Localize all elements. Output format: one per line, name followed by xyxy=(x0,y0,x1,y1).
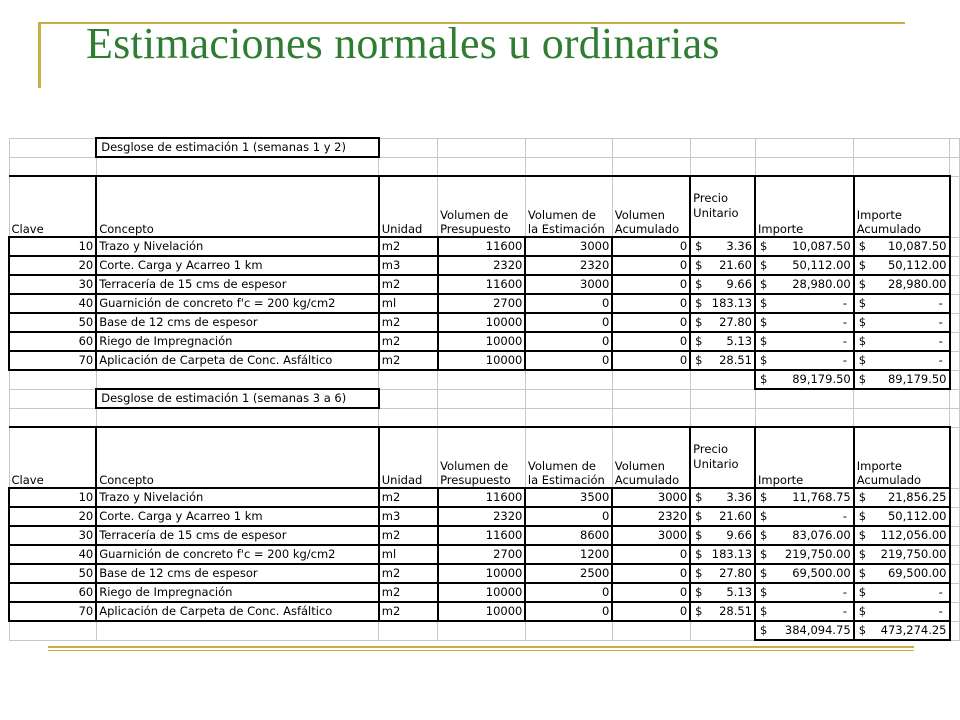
empty-cell xyxy=(950,507,960,526)
cell-unidad: m2 xyxy=(379,237,438,256)
table-row xyxy=(9,583,960,602)
header-row xyxy=(9,176,960,237)
header-precio: Precio Unitario xyxy=(690,176,755,237)
cell-importe-acumulado: $ 10,087.50 xyxy=(854,237,950,256)
accent-bottom-line xyxy=(48,646,914,648)
empty-cell xyxy=(9,138,96,157)
table-row xyxy=(9,526,960,545)
spacer-row xyxy=(9,408,960,427)
empty-cell xyxy=(950,138,960,157)
table-row xyxy=(9,237,960,256)
cell-precio: $ 3.36 xyxy=(690,488,755,507)
cell-vol-acumulado: 0 xyxy=(612,275,690,294)
empty-cell xyxy=(755,138,854,157)
table-row xyxy=(9,275,960,294)
cell-vol-presupuesto: 11600 xyxy=(438,275,526,294)
cell-importe-acumulado: $ - xyxy=(854,313,950,332)
empty-cell xyxy=(525,370,612,389)
table-row xyxy=(9,602,960,621)
cell-importe: $ - xyxy=(755,351,854,370)
empty-cell xyxy=(9,389,96,408)
empty-cell xyxy=(690,157,755,176)
cell-importe: $ 219,750.00 xyxy=(755,545,854,564)
table-caption: Desglose de estimación 1 (semanas 1 y 2) xyxy=(96,138,379,157)
cell-vol-presupuesto: 2320 xyxy=(438,507,526,526)
cell-importe-acumulado: $ 219,750.00 xyxy=(854,545,950,564)
cell-importe: $ - xyxy=(755,602,854,621)
empty-cell xyxy=(9,157,96,176)
cell-unidad: ml xyxy=(379,294,438,313)
cell-concepto: Corte. Carga y Acarreo 1 km xyxy=(96,256,379,275)
empty-cell xyxy=(950,408,960,427)
cell-unidad: m3 xyxy=(379,507,438,526)
empty-cell xyxy=(950,370,960,389)
cell-vol-estimacion: 0 xyxy=(525,507,612,526)
cell-vol-acumulado: 0 xyxy=(612,351,690,370)
cell-clave: 40 xyxy=(9,294,96,313)
cell-vol-presupuesto: 10000 xyxy=(438,332,526,351)
empty-cell xyxy=(379,370,438,389)
cell-importe: $ 10,087.50 xyxy=(755,237,854,256)
cell-vol-estimacion: 2500 xyxy=(525,564,612,583)
cell-vol-presupuesto: 10000 xyxy=(438,351,526,370)
empty-cell xyxy=(9,370,96,389)
cell-vol-estimacion: 0 xyxy=(525,583,612,602)
cell-clave: 70 xyxy=(9,351,96,370)
empty-cell xyxy=(950,427,960,488)
cell-importe: $ - xyxy=(755,583,854,602)
cell-precio: $ 5.13 xyxy=(690,583,755,602)
empty-cell xyxy=(950,275,960,294)
header-vol-presupuesto: Volumen de Presupuesto xyxy=(438,176,526,237)
empty-cell xyxy=(438,408,526,427)
cell-precio: $ 27.80 xyxy=(690,564,755,583)
cell-vol-acumulado: 0 xyxy=(612,237,690,256)
cell-vol-presupuesto: 2320 xyxy=(438,256,526,275)
cell-clave: 10 xyxy=(9,488,96,507)
cell-vol-presupuesto: 10000 xyxy=(438,583,526,602)
table-row xyxy=(9,332,960,351)
empty-cell xyxy=(525,157,612,176)
table-row xyxy=(9,488,960,507)
empty-cell xyxy=(690,370,755,389)
empty-cell xyxy=(96,370,379,389)
cell-precio: $ 9.66 xyxy=(690,275,755,294)
cell-vol-estimacion: 3000 xyxy=(525,275,612,294)
empty-cell xyxy=(854,157,950,176)
cell-importe: $ - xyxy=(755,313,854,332)
cell-vol-acumulado: 0 xyxy=(612,332,690,351)
table-row xyxy=(9,351,960,370)
cell-concepto: Guarnición de concreto f'c = 200 kg/cm2 xyxy=(96,294,379,313)
cell-importe-acumulado: $ 112,056.00 xyxy=(854,526,950,545)
table-caption: Desglose de estimación 1 (semanas 3 a 6) xyxy=(96,389,379,408)
cell-importe-acumulado: $ 69,500.00 xyxy=(854,564,950,583)
empty-cell xyxy=(612,157,690,176)
caption-row xyxy=(9,138,960,157)
empty-cell xyxy=(379,138,438,157)
header-vol-estimacion: Volumen de la Estimación xyxy=(525,176,612,237)
cell-importe-acumulado: $ 21,856.25 xyxy=(854,488,950,507)
cell-concepto: Base de 12 cms de espesor xyxy=(96,313,379,332)
empty-cell xyxy=(950,313,960,332)
empty-cell xyxy=(379,408,438,427)
cell-importe: $ - xyxy=(755,332,854,351)
empty-cell xyxy=(950,621,960,640)
cell-concepto: Aplicación de Carpeta de Conc. Asfáltico xyxy=(96,602,379,621)
total-importe: $ 384,094.75 xyxy=(755,621,854,640)
cell-vol-acumulado: 0 xyxy=(612,256,690,275)
total-importe-acumulado: $ 89,179.50 xyxy=(854,370,950,389)
cell-vol-acumulado: 0 xyxy=(612,313,690,332)
cell-vol-estimacion: 3500 xyxy=(525,488,612,507)
cell-vol-estimacion: 2320 xyxy=(525,256,612,275)
cell-unidad: m2 xyxy=(379,564,438,583)
empty-cell xyxy=(690,138,755,157)
cell-vol-estimacion: 0 xyxy=(525,332,612,351)
header-row xyxy=(9,427,960,488)
empty-cell xyxy=(612,370,690,389)
empty-cell xyxy=(950,488,960,507)
total-importe-acumulado: $ 473,274.25 xyxy=(854,621,950,640)
cell-vol-estimacion: 0 xyxy=(525,602,612,621)
cell-concepto: Trazo y Nivelación xyxy=(96,488,379,507)
header-importe: Importe xyxy=(755,427,854,488)
cell-precio: $ 9.66 xyxy=(690,526,755,545)
empty-cell xyxy=(950,256,960,275)
header-importe-acumulado: Importe Acumulado xyxy=(854,176,950,237)
cell-vol-acumulado: 0 xyxy=(612,564,690,583)
table-row xyxy=(9,256,960,275)
empty-cell xyxy=(96,621,379,640)
cell-vol-presupuesto: 11600 xyxy=(438,237,526,256)
empty-cell xyxy=(950,294,960,313)
empty-cell xyxy=(690,621,755,640)
empty-cell xyxy=(9,408,96,427)
empty-cell xyxy=(96,408,379,427)
empty-cell xyxy=(950,545,960,564)
cell-vol-acumulado: 0 xyxy=(612,583,690,602)
empty-cell xyxy=(854,389,950,408)
cell-vol-presupuesto: 11600 xyxy=(438,526,526,545)
cell-importe-acumulado: $ - xyxy=(854,332,950,351)
cell-precio: $ 21.60 xyxy=(690,507,755,526)
cell-vol-estimacion: 3000 xyxy=(525,237,612,256)
cell-concepto: Aplicación de Carpeta de Conc. Asfáltico xyxy=(96,351,379,370)
empty-cell xyxy=(612,138,690,157)
table-row xyxy=(9,313,960,332)
header-precio: Precio Unitario xyxy=(690,427,755,488)
empty-cell xyxy=(950,332,960,351)
cell-concepto: Trazo y Nivelación xyxy=(96,237,379,256)
cell-unidad: m2 xyxy=(379,351,438,370)
header-clave: Clave xyxy=(9,427,96,488)
page-title: Estimaciones normales u ordinarias xyxy=(86,19,720,68)
cell-precio: $ 5.13 xyxy=(690,332,755,351)
cell-precio: $ 28.51 xyxy=(690,351,755,370)
cell-clave: 30 xyxy=(9,526,96,545)
empty-cell xyxy=(950,176,960,237)
cell-importe: $ 11,768.75 xyxy=(755,488,854,507)
spreadsheet xyxy=(8,137,960,641)
empty-cell xyxy=(950,564,960,583)
cell-importe: $ 69,500.00 xyxy=(755,564,854,583)
cell-unidad: ml xyxy=(379,545,438,564)
empty-cell xyxy=(690,408,755,427)
cell-vol-acumulado: 3000 xyxy=(612,526,690,545)
cell-vol-acumulado: 0 xyxy=(612,602,690,621)
cell-vol-estimacion: 8600 xyxy=(525,526,612,545)
empty-cell xyxy=(525,408,612,427)
empty-cell xyxy=(96,157,379,176)
cell-vol-presupuesto: 11600 xyxy=(438,488,526,507)
total-row xyxy=(9,370,960,389)
cell-precio: $ 21.60 xyxy=(690,256,755,275)
cell-importe-acumulado: $ 50,112.00 xyxy=(854,507,950,526)
cell-unidad: m2 xyxy=(379,526,438,545)
empty-cell xyxy=(950,237,960,256)
cell-concepto: Riego de Impregnación xyxy=(96,332,379,351)
empty-cell xyxy=(755,389,854,408)
cell-clave: 60 xyxy=(9,583,96,602)
empty-cell xyxy=(438,370,526,389)
cell-vol-presupuesto: 10000 xyxy=(438,602,526,621)
cell-unidad: m2 xyxy=(379,275,438,294)
empty-cell xyxy=(9,621,96,640)
empty-cell xyxy=(755,408,854,427)
cell-vol-acumulado: 3000 xyxy=(612,488,690,507)
empty-cell xyxy=(690,389,755,408)
cell-vol-estimacion: 0 xyxy=(525,351,612,370)
cell-importe-acumulado: $ - xyxy=(854,602,950,621)
cell-importe-acumulado: $ 50,112.00 xyxy=(854,256,950,275)
empty-cell xyxy=(854,408,950,427)
empty-cell xyxy=(438,621,526,640)
empty-cell xyxy=(950,583,960,602)
cell-clave: 20 xyxy=(9,256,96,275)
cell-precio: $ 28.51 xyxy=(690,602,755,621)
cell-concepto: Riego de Impregnación xyxy=(96,583,379,602)
empty-cell xyxy=(379,389,438,408)
cell-vol-presupuesto: 2700 xyxy=(438,545,526,564)
empty-cell xyxy=(379,157,438,176)
cell-unidad: m2 xyxy=(379,332,438,351)
cell-concepto: Guarnición de concreto f'c = 200 kg/cm2 xyxy=(96,545,379,564)
cell-unidad: m2 xyxy=(379,583,438,602)
cell-clave: 60 xyxy=(9,332,96,351)
table-row xyxy=(9,294,960,313)
cell-importe-acumulado: $ - xyxy=(854,351,950,370)
cell-clave: 50 xyxy=(9,313,96,332)
header-concepto: Concepto xyxy=(96,176,379,237)
header-importe: Importe xyxy=(755,176,854,237)
cell-importe-acumulado: $ - xyxy=(854,294,950,313)
table-row xyxy=(9,545,960,564)
total-importe: $ 89,179.50 xyxy=(755,370,854,389)
cell-clave: 10 xyxy=(9,237,96,256)
cell-concepto: Corte. Carga y Acarreo 1 km xyxy=(96,507,379,526)
header-concepto: Concepto xyxy=(96,427,379,488)
cell-importe: $ 50,112.00 xyxy=(755,256,854,275)
empty-cell xyxy=(612,389,690,408)
cell-precio: $ 183.13 xyxy=(690,545,755,564)
cell-vol-acumulado: 0 xyxy=(612,294,690,313)
empty-cell xyxy=(755,157,854,176)
cell-importe: $ 28,980.00 xyxy=(755,275,854,294)
header-unidad: Unidad xyxy=(379,427,438,488)
cell-concepto: Terracería de 15 cms de espesor xyxy=(96,275,379,294)
empty-cell xyxy=(438,157,526,176)
empty-cell xyxy=(950,351,960,370)
accent-bottom-line-2 xyxy=(48,650,914,651)
cell-importe-acumulado: $ 28,980.00 xyxy=(854,275,950,294)
header-vol-acumulado: Volumen Acumulado xyxy=(612,427,690,488)
cell-vol-presupuesto: 10000 xyxy=(438,564,526,583)
cell-importe-acumulado: $ - xyxy=(854,583,950,602)
cell-unidad: m2 xyxy=(379,313,438,332)
empty-cell xyxy=(525,389,612,408)
cell-clave: 50 xyxy=(9,564,96,583)
empty-cell xyxy=(438,138,526,157)
cell-unidad: m3 xyxy=(379,256,438,275)
cell-importe: $ - xyxy=(755,507,854,526)
cell-unidad: m2 xyxy=(379,602,438,621)
cell-clave: 20 xyxy=(9,507,96,526)
header-unidad: Unidad xyxy=(379,176,438,237)
header-importe-acumulado: Importe Acumulado xyxy=(854,427,950,488)
cell-precio: $ 3.36 xyxy=(690,237,755,256)
table-row xyxy=(9,564,960,583)
cell-precio: $ 183.13 xyxy=(690,294,755,313)
spacer-row xyxy=(9,157,960,176)
cell-precio: $ 27.80 xyxy=(690,313,755,332)
empty-cell xyxy=(525,621,612,640)
cell-vol-acumulado: 0 xyxy=(612,545,690,564)
cell-clave: 30 xyxy=(9,275,96,294)
cell-clave: 70 xyxy=(9,602,96,621)
cell-vol-acumulado: 2320 xyxy=(612,507,690,526)
empty-cell xyxy=(854,138,950,157)
empty-cell xyxy=(438,389,526,408)
empty-cell xyxy=(950,157,960,176)
empty-cell xyxy=(612,408,690,427)
header-clave: Clave xyxy=(9,176,96,237)
cell-vol-presupuesto: 10000 xyxy=(438,313,526,332)
accent-vertical-line xyxy=(38,22,41,88)
empty-cell xyxy=(612,621,690,640)
empty-cell xyxy=(950,526,960,545)
cell-vol-estimacion: 1200 xyxy=(525,545,612,564)
total-row xyxy=(9,621,960,640)
cell-concepto: Base de 12 cms de espesor xyxy=(96,564,379,583)
empty-cell xyxy=(379,621,438,640)
table-row xyxy=(9,507,960,526)
empty-cell xyxy=(950,602,960,621)
cell-importe: $ 83,076.00 xyxy=(755,526,854,545)
cell-clave: 40 xyxy=(9,545,96,564)
header-vol-acumulado: Volumen Acumulado xyxy=(612,176,690,237)
empty-cell xyxy=(950,389,960,408)
cell-vol-presupuesto: 2700 xyxy=(438,294,526,313)
caption-row xyxy=(9,389,960,408)
cell-vol-estimacion: 0 xyxy=(525,313,612,332)
cell-concepto: Terracería de 15 cms de espesor xyxy=(96,526,379,545)
cell-vol-estimacion: 0 xyxy=(525,294,612,313)
cell-unidad: m2 xyxy=(379,488,438,507)
header-vol-estimacion: Volumen de la Estimación xyxy=(525,427,612,488)
empty-cell xyxy=(525,138,612,157)
cell-importe: $ - xyxy=(755,294,854,313)
header-vol-presupuesto: Volumen de Presupuesto xyxy=(438,427,526,488)
